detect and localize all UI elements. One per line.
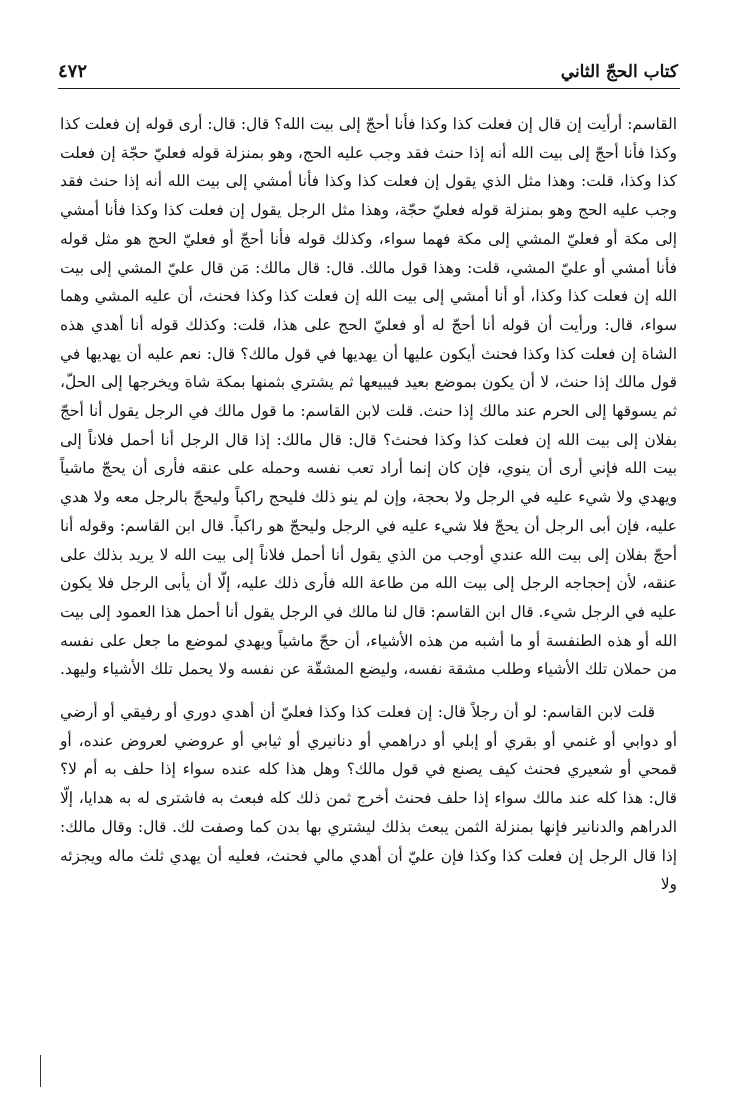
running-title: كتاب الحجّ الثاني xyxy=(560,62,678,82)
page-body xyxy=(60,110,677,899)
paragraph-1: القاسم: أرأيت إن قال إن فعلت كذا وكذا فأنا أحجّ إلى بيت الله؟ قال: قال: أرى قوله إن فعلت كذا وكذا فأنا أحجّ إلى بيت الله أنه إذا حنث فقد وجب عليه الحج، وهو بمنزلة قوله فعليّ حجّة إن فعلت كذا وكذا، قلت: وهذا مثل الذي يقول إن فعلت كذا وكذا فأنا أمشي إلى بيت الله أنه إذا حنث فقد وجب عليه الحج وهو بمنزلة قوله فعليّ حجّة، وهذا مثل الرجل يقول إن فعلت كذا وكذا فأنا أمشي إلى مكة أو فعليّ المشي إلى مكة فهما سواء، وكذلك قوله فأنا أحجّ أو فعليّ الحج هو مثل قوله فأنا أمشي أو عليّ المشي، قلت: وهذا قول مالك. قال: قال مالك: مَن قال عليّ المشي إلى بيت الله إن فعلت كذا وكذا، أو أنا أمشي إلى بيت الله إن فعلت كذا وكذا فحنث، أن عليه المشي وهما سواء، قال: ورأيت أن قوله أنا أحجّ له أو فعليّ الحج على هذا، قلت: وكذلك قوله أنا أهدي هذه الشاة إن فعلت كذا وكذا فحنث أيكون عليها أن يهديها في قول مالك؟ قال: نعم عليه أن يهديها في قول مالك إذا حنث، لا أن يكون بموضع بعيد فيبيعها ثم يشتري بثمنها بمكة شاة ويخرجها إلى الحلّ، ثم يسوقها إلى الحرم عند مالك إذا حنث. قلت لابن القاسم: ما قول مالك في الرجل يقول أنا أحجّ بفلان إلى بيت الله إن فعلت كذا وكذا فحنث؟ قال: قال مالك: إذا قال الرجل أنا أحمل فلاناً إلى بيت الله فإني أرى أن ينوي، فإن كان إنما أراد تعب نفسه وحمله على عنقه فأرى أن يحجّ ماشياً ويهدي ولا شيء عليه في الرجل ولا بحجة، وإن لم ينو ذلك فليحج راكباً وليحجّ بالرجل معه ولا هدي عليه، فإن أبى الرجل أن يحجّ فلا شيء عليه في الرجل وليحجّ هو راكباً. قال ابن القاسم: وقوله أنا أحجّ بفلان إلى بيت الله عندي أوجب من الذي يقول أنا أحمل فلاناً إلى بيت الله لا يريد بذلك على عنقه، لأن إحجاجه الرجل إلى بيت الله من طاعة الله فأرى ذلك عليه، إلّا أن يأبى الرجل فلا يكون عليه في الرجل شيء. قال ابن القاسم: قال لنا مالك في الرجل يقول أنا أحمل هذا العمود إلى بيت الله أو هذه الطنفسة أو ما أشبه من هذه الأشياء، أن حجّ ماشياً ويهدي لموضع ما جعل على نفسه من حملان تلك الأشياء وطلب مشقة نفسه، وليضع المشقّة عن نفسه ولا يحمل تلك الأشياء وليهد. xyxy=(59,115,677,679)
page-number: ٤٧٢ xyxy=(58,61,88,82)
page-header xyxy=(58,56,678,86)
header-rule xyxy=(58,88,680,89)
margin-mark xyxy=(40,1055,41,1087)
paragraph-2: قلت لابن القاسم: لو أن رجلاً قال: إن فعلت كذا وكذا فعليّ أن أهدي دوري أو رفيقي أو أرضي أو دوابي أو غنمي أو بقري أو إبلي أو دراهمي أو دنانيري أو ثيابي أو عروضي لعروض عنده، أو قمحي أو شعيري فحنث كيف يصنع في قول مالك؟ وهل هذا كله عنده سواء إذا حلف به أم لا؟ قال: هذا كله عند مالك سواء إذا حلف فحنث أخرج ثمن ذلك كله فبعث به فاشترى له به هدايا، إلّا الدراهم والدنانير فإنها بمنزلة الثمن يبعث بذلك ليشتري بها بدن كما وصفت لك. قال: وقال مالك: إذا قال الرجل إن فعلت كذا وكذا فإن عليّ أن أهدي مالي فحنث، فعليه أن يهدي ثلث ماله ويجزئه ولا xyxy=(60,703,677,894)
